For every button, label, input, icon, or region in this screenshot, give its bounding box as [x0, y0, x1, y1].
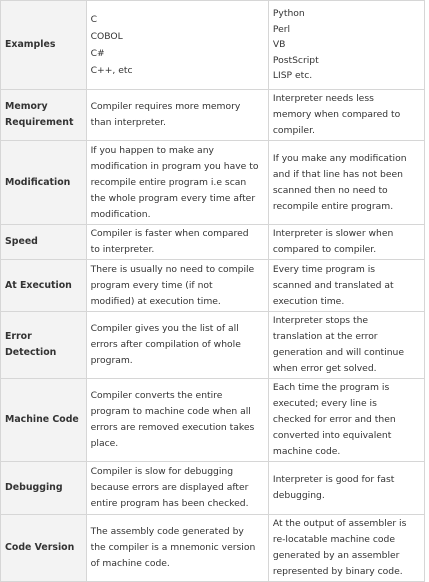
table-row	[1, 312, 425, 379]
interpreter-cell: Python Perl VB PostScript LISP etc.	[268, 1, 424, 90]
table-row	[1, 260, 425, 312]
table-row	[1, 225, 425, 260]
compiler-cell: The assembly code generated by the compiler is a mnemonic version of machine code.	[86, 515, 268, 582]
compiler-cell: C COBOL C# C++, etc	[86, 1, 268, 90]
compiler-cell: Compiler gives you the list of all errors after compilation of whole program.	[86, 312, 268, 379]
interpreter-cell: Each time the program is executed; every line is checked for error and then converted into equivalent machine code.	[268, 379, 424, 462]
compiler-cell: Compiler converts the entire program to machine code when all errors are removed execution takes place.	[86, 379, 268, 462]
row-label: At Execution	[1, 260, 87, 312]
compiler-cell: There is usually no need to compile program every time (if not modified) at execution time.	[86, 260, 268, 312]
row-label: Code Version	[1, 515, 87, 582]
row-label: Machine Code	[1, 379, 87, 462]
row-label: Memory Requirement	[1, 90, 87, 141]
table-row	[1, 1, 425, 90]
table-row	[1, 141, 425, 225]
table-row	[1, 379, 425, 462]
table-row	[1, 515, 425, 582]
interpreter-cell: At the output of assembler is re-locatable machine code generated by an assembler represented by binary code.	[268, 515, 424, 582]
interpreter-cell: Every time program is scanned and translated at execution time.	[268, 260, 424, 312]
row-label: Speed	[1, 225, 87, 260]
row-label: Error Detection	[1, 312, 87, 379]
compiler-cell: Compiler is slow for debugging because errors are displayed after entire program has been checked.	[86, 462, 268, 515]
interpreter-cell: Interpreter is slower when compared to compiler.	[268, 225, 424, 260]
interpreter-cell: Interpreter needs less memory when compared to compiler.	[268, 90, 424, 141]
table-row	[1, 462, 425, 515]
table-row	[1, 90, 425, 141]
compiler-cell: Compiler is faster when compared to interpreter.	[86, 225, 268, 260]
interpreter-cell: Interpreter stops the translation at the error generation and will continue when error get solved.	[268, 312, 424, 379]
interpreter-cell: Interpreter is good for fast debugging.	[268, 462, 424, 515]
row-label: Examples	[1, 1, 87, 90]
compiler-cell: If you happen to make any modification in program you have to recompile entire program i.e scan the whole program every time after modification.	[86, 141, 268, 225]
compiler-cell: Compiler requires more memory than interpreter.	[86, 90, 268, 141]
row-label: Modification	[1, 141, 87, 225]
row-label: Debugging	[1, 462, 87, 515]
interpreter-cell: If you make any modification and if that line has not been scanned then no need to recompile entire program.	[268, 141, 424, 225]
